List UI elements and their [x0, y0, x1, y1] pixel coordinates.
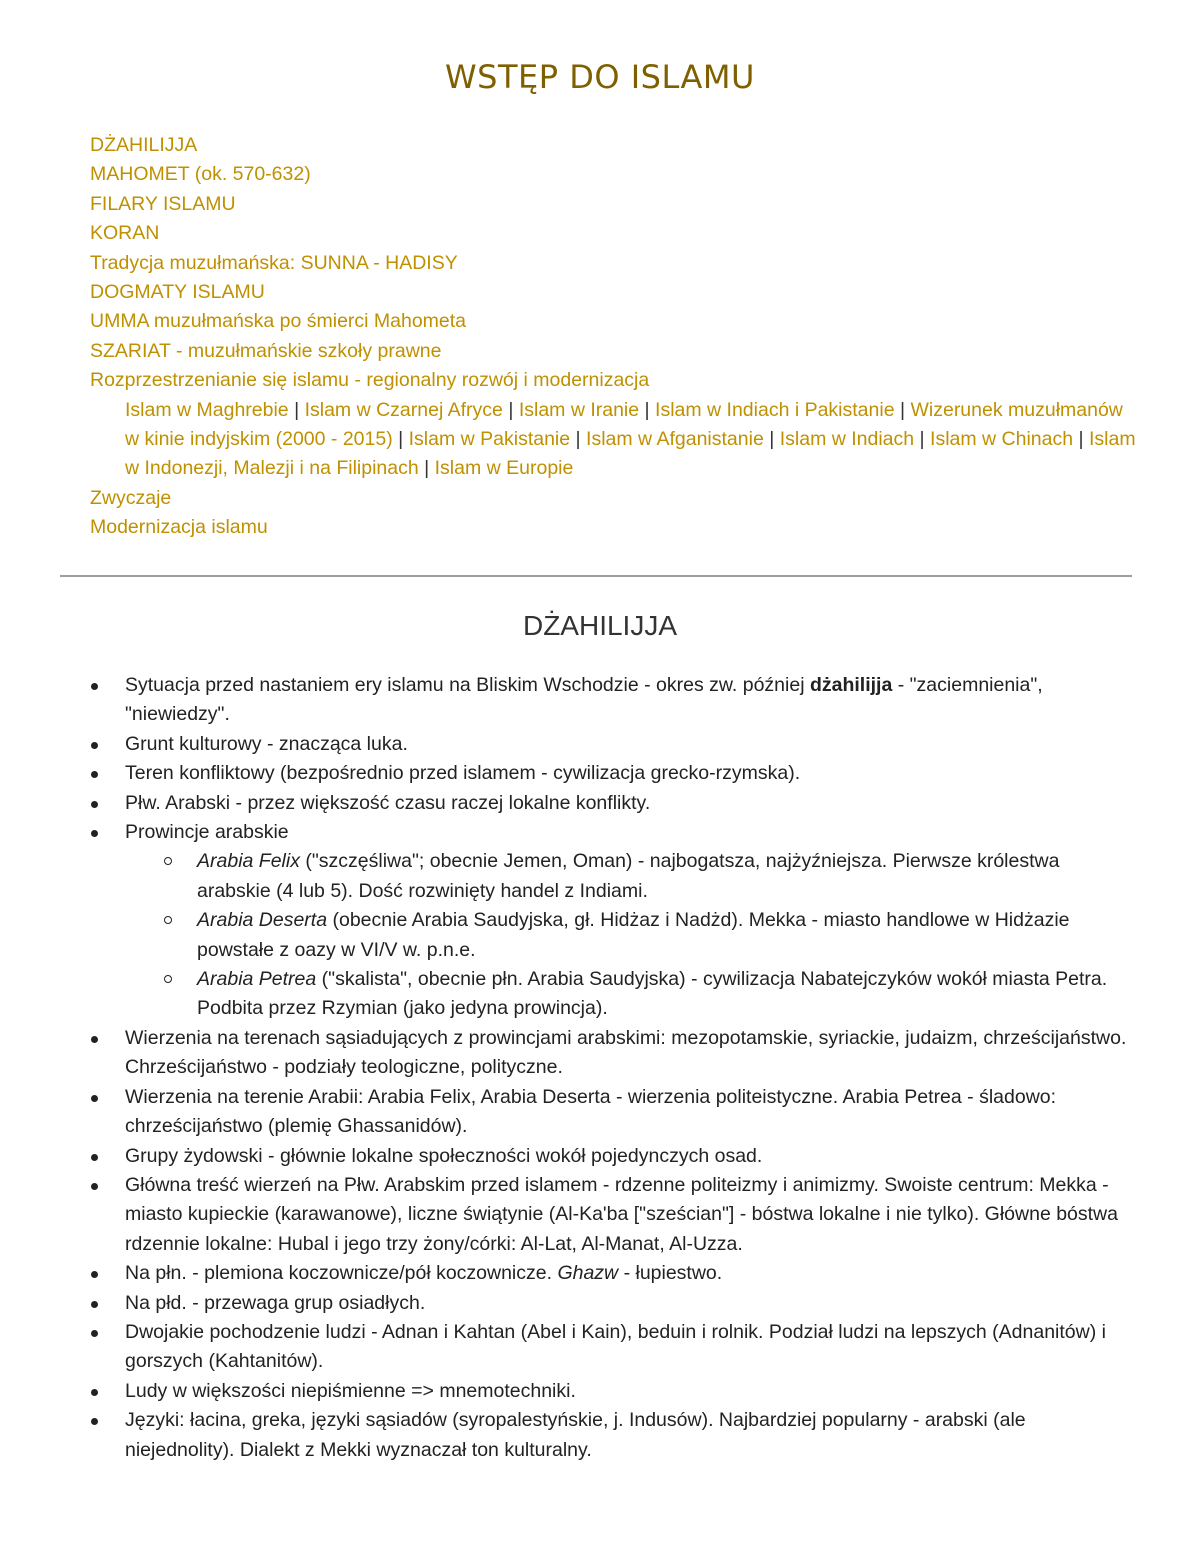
- section-heading: DŻAHILIJJA: [522, 610, 678, 641]
- bullet-list: [125, 671, 1135, 1465]
- italic-term: Arabia Deserta: [197, 909, 328, 932]
- toc-link-indie[interactable]: Islam w Indiach: [779, 428, 915, 451]
- toc-link-koran[interactable]: KORAN: [90, 222, 160, 245]
- toc-link-czarna-afryka[interactable]: Islam w Czarnej Afryce: [304, 398, 503, 421]
- toc-link-indonezja[interactable]: Islam w Indonezji, Malezji i na Filipinach: [125, 428, 1136, 480]
- bold-term: dżahilijja: [809, 674, 893, 696]
- list-item: Płw. Arabski - przez większość czasu raczej lokalne konflikty.: [125, 789, 1135, 818]
- toc-item: [90, 249, 1140, 278]
- document-title: WSTĘP DO ISLAMU: [445, 58, 755, 96]
- text-run: ("skalista", obecnie płn. Arabia Saudyjska) - cywilizacja Nabatejczyków wokół miasta Petra. Podbita przez Rzymian (jako jedyna prowincja).: [197, 968, 1108, 1020]
- sub-list: [125, 847, 1135, 1023]
- sub-list-item: [197, 847, 1135, 906]
- table-of-contents: [90, 131, 1140, 543]
- list-item: [125, 671, 1135, 730]
- toc-separator: |: [769, 428, 775, 451]
- toc-link-wizerunek-kino[interactable]: Wizerunek muzułmanów w kinie indyjskim (2000 - 2015): [125, 398, 1123, 451]
- toc-item: [90, 190, 1140, 219]
- toc-link-indie-pakistan[interactable]: Islam w Indiach i Pakistanie: [655, 398, 895, 421]
- toc-separator: |: [575, 428, 581, 451]
- list-item: Języki: łacina, greka, języki sąsiadów (syropalestyńskie, j. Indusów). Najbardziej popularny - arabski (ale niejednolity). Dialekt z Mekki wyznaczał ton kulturalny.: [125, 1406, 1135, 1465]
- list-item: Główna treść wierzeń na Płw. Arabskim przed islamem - rdzenne politeizmy i animizmy. Swoiste centrum: Mekka - miasto kupieckie (karawanowe), liczne świątynie (Al-Ka'ba ["sześcian"] - bóstwa lokalne i nie tylko). Główne bóstwa rdzennie lokalne: Hubal i jego trzy żony/córki: Al-Lat, Al-Manat, Al-Uzza.: [125, 1171, 1135, 1259]
- list-item: Wierzenia na terenach sąsiadujących z prowincjami arabskimi: mezopotamskie, syriackie, judaizm, chrześcijaństwo. Chrześcijaństwo - podziały teologiczne, polityczne.: [125, 1024, 1135, 1083]
- list-item: Na płd. - przewaga grup osiadłych.: [125, 1289, 1135, 1318]
- toc-separator: |: [294, 398, 300, 421]
- list-item: Wierzenia na terenie Arabii: Arabia Felix, Arabia Deserta - wierzenia politeistyczne. Arabia Petrea - śladowo: chrześcijaństwo (plemię Ghassanidów).: [125, 1083, 1135, 1142]
- toc-item: [90, 278, 1140, 307]
- toc-link-dogmaty[interactable]: DOGMATY ISLAMU: [90, 281, 265, 304]
- toc-separator: |: [919, 428, 925, 451]
- toc-item: [90, 366, 1140, 395]
- text-run: (obecnie Arabia Saudyjska, gł. Hidżaz i Nadżd). Mekka - miasto handlowe w Hidżazie powstałe z oazy w VI/V w. p.n.e.: [197, 909, 1070, 961]
- toc-item: [90, 160, 1140, 189]
- toc-link-europa[interactable]: Islam w Europie: [434, 457, 574, 480]
- toc-link-tradycja[interactable]: Tradycja muzułmańska: SUNNA - HADISY: [90, 251, 458, 274]
- toc-link-pakistan[interactable]: Islam w Pakistanie: [408, 428, 571, 451]
- toc-separator: |: [398, 428, 404, 451]
- toc-separator: |: [424, 457, 430, 480]
- sub-list-item: [197, 965, 1135, 1024]
- toc-separator: |: [644, 398, 650, 421]
- text-run: Sytuacja przed nastaniem ery islamu na Bliskim Wschodzie - okres zw. później: [125, 674, 810, 696]
- toc-link-mahomet[interactable]: MAHOMET (ok. 570-632): [90, 163, 311, 186]
- toc-item: [90, 337, 1140, 366]
- toc-link-filary[interactable]: FILARY ISLAMU: [90, 192, 236, 215]
- toc-separator: |: [899, 398, 906, 421]
- toc-link-maghreb[interactable]: Islam w Maghrebie: [125, 398, 289, 421]
- toc-link-dzahilijja[interactable]: DŻAHILIJJA: [90, 134, 198, 156]
- list-item: Ludy w większości niepiśmienne => mnemotechniki.: [125, 1377, 1135, 1406]
- toc-item: [90, 131, 1140, 160]
- list-item: Grunt kulturowy - znacząca luka.: [125, 730, 1135, 759]
- text-run: - "zaciemnienia", "niewiedzy".: [125, 674, 1043, 726]
- sub-list-item: [197, 906, 1135, 965]
- toc-link-chiny[interactable]: Islam w Chinach: [930, 428, 1074, 451]
- toc-separator: |: [508, 398, 514, 421]
- toc-link-afganistan[interactable]: Islam w Afganistanie: [586, 428, 764, 451]
- toc-link-modernizacja[interactable]: Modernizacja islamu: [90, 516, 268, 539]
- list-item: Dwojakie pochodzenie ludzi - Adnan i Kahtan (Abel i Kain), beduin i rolnik. Podział ludzi na lepszych (Adnanitów) i gorszych (Kahtanitów).: [125, 1318, 1135, 1377]
- toc-link-rozprzestrzenianie[interactable]: Rozprzestrzenianie się islamu - regionalny rozwój i modernizacja: [90, 369, 650, 392]
- toc-link-zwyczaje[interactable]: Zwyczaje: [90, 486, 172, 509]
- toc-item: [90, 219, 1140, 248]
- italic-term: Arabia Felix: [197, 850, 300, 873]
- list-item: [125, 818, 1135, 1024]
- toc-link-iran[interactable]: Islam w Iranie: [518, 398, 640, 421]
- list-item: Teren konfliktowy (bezpośrednio przed islamem - cywilizacja grecko-rzymska).: [125, 759, 1135, 788]
- text-run: ("szczęśliwa"; obecnie Jemen, Oman) - najbogatsza, najżyźniejsza. Pierwsze królestwa arabskie (4 lub 5). Dość rozwinięty handel z Indiami.: [197, 850, 1060, 902]
- toc-separator: |: [1078, 428, 1084, 451]
- italic-term: Arabia Petrea: [197, 968, 317, 991]
- text-run: - łupiestwo.: [618, 1262, 723, 1285]
- list-item-text: Prowincje arabskie: [125, 821, 289, 844]
- horizontal-rule: [60, 575, 1132, 577]
- toc-item: [90, 513, 1140, 542]
- toc-link-szariat[interactable]: SZARIAT - muzułmańskie szkoły prawne: [90, 339, 442, 362]
- italic-term: Ghazw: [557, 1262, 619, 1285]
- toc-subitems: [90, 396, 1140, 484]
- text-run: Na płn. - plemiona koczownicze/pół koczownicze.: [125, 1262, 558, 1285]
- toc-link-umma[interactable]: UMMA muzułmańska po śmierci Mahometa: [90, 310, 467, 333]
- toc-item: [90, 484, 1140, 513]
- list-item: [125, 1259, 1135, 1288]
- list-item: Grupy żydowski - głównie lokalne społeczności wokół pojedynczych osad.: [125, 1142, 1135, 1171]
- toc-item: [90, 307, 1140, 336]
